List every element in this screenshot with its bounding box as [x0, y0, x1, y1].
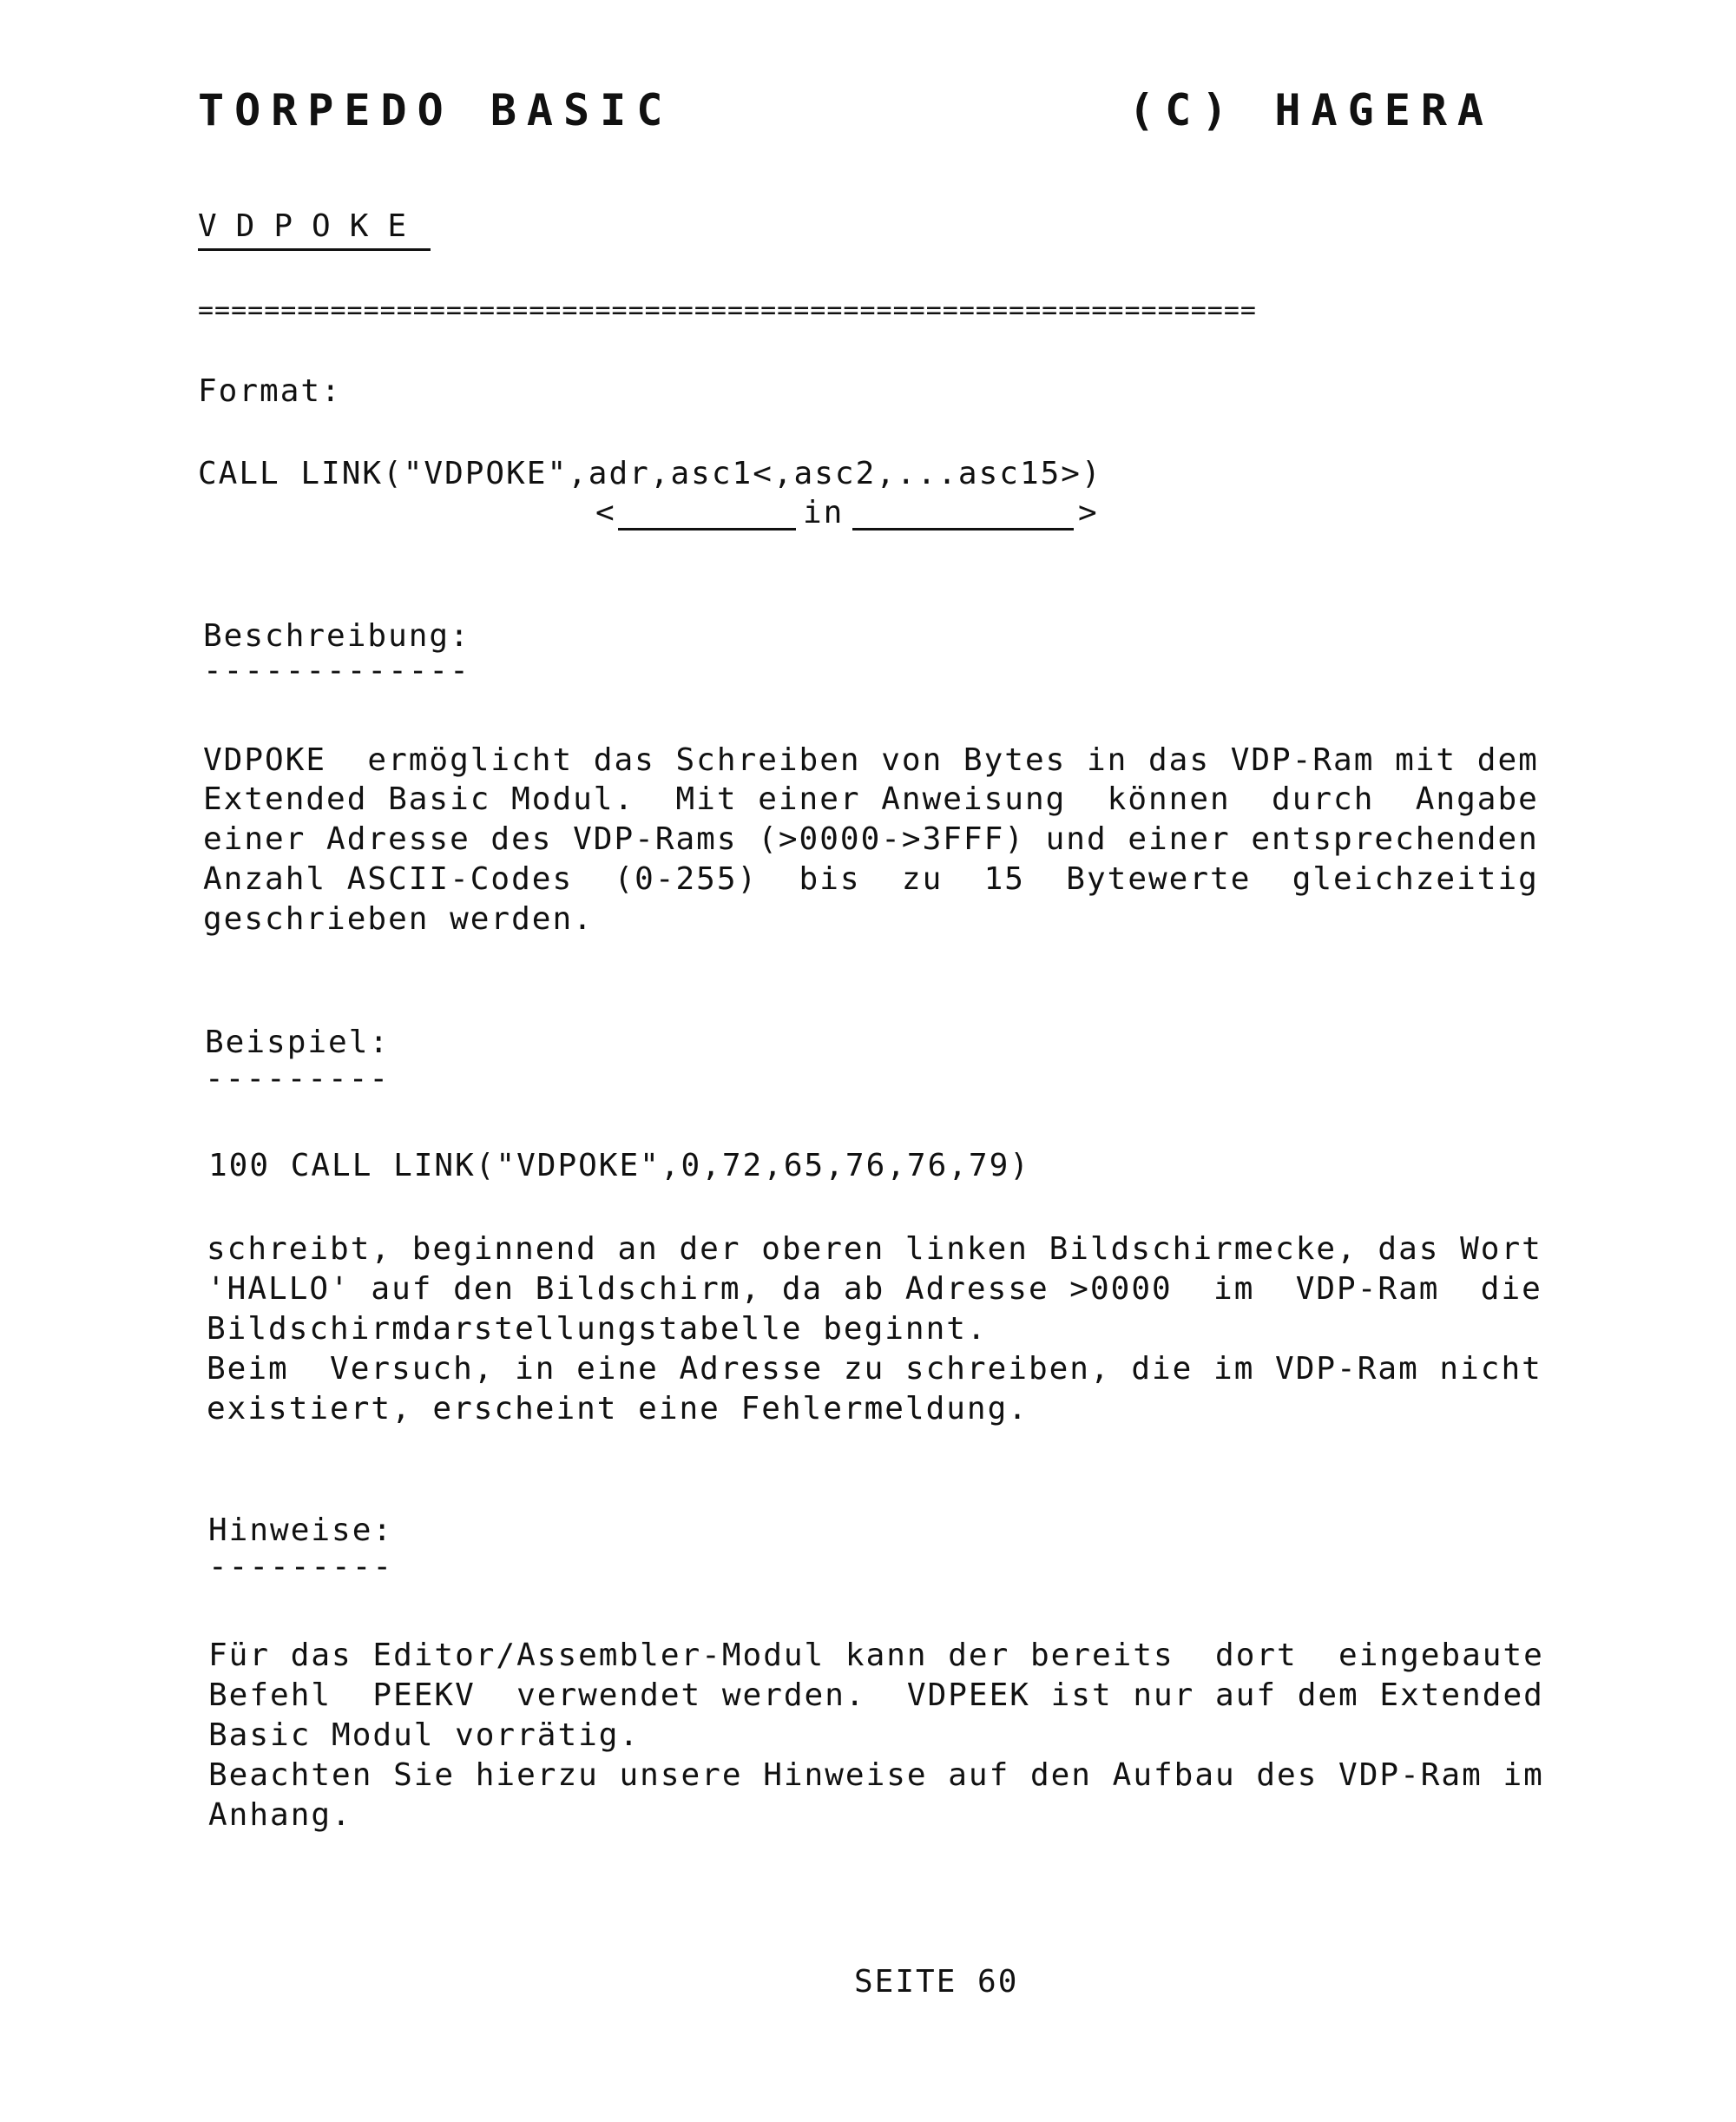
page-number: SEITE 60: [854, 1964, 1019, 2000]
hinweise-line: Befehl PEEKV verwendet werden. VDPEEK ist nur auf dem Extended: [208, 1677, 1544, 1713]
format-repeat-close: >: [1078, 495, 1099, 530]
beschreibung-heading: Beschreibung:: [203, 618, 470, 654]
format-repeat-word: in: [803, 495, 845, 530]
hinweise-line: Für das Editor/Assembler-Modul kann der bereits dort eingebaute: [208, 1638, 1544, 1673]
beispiel-code: 100 CALL LINK("VDPOKE",0,72,65,76,76,79): [208, 1148, 1030, 1183]
title-underline: [198, 248, 431, 251]
hinweise-line: Anhang.: [208, 1797, 352, 1833]
beschreibung-line: einer Adresse des VDP-Rams (>0000->3FFF) und einer entsprechenden: [203, 821, 1539, 857]
format-syntax: CALL LINK("VDPOKE",adr,asc1<,asc2,...asc15>): [198, 456, 1102, 491]
beschreibung-line: Anzahl ASCII-Codes (0-255) bis zu 15 Bytewerte gleichzeitig: [203, 861, 1539, 897]
hinweise-heading: Hinweise:: [208, 1512, 394, 1548]
beispiel-line: Beim Versuch, in eine Adresse zu schreiben, die im VDP-Ram nicht: [207, 1351, 1542, 1387]
beispiel-line: 'HALLO' auf den Bildschirm, da ab Adresse >0000 im VDP-Ram die: [207, 1271, 1542, 1307]
format-repeat-line-right: [852, 528, 1074, 530]
format-repeat-open: <: [595, 495, 616, 530]
beschreibung-line: VDPOKE ermöglicht das Schreiben von Bytes in das VDP-Ram mit dem: [203, 742, 1539, 778]
beispiel-line: existiert, erscheint eine Fehlermeldung.: [207, 1391, 1029, 1427]
beispiel-underline: ---------: [205, 1061, 391, 1097]
hinweise-underline: ---------: [208, 1549, 394, 1585]
header-left-title: TORPEDO BASIC: [198, 85, 674, 135]
format-heading: Format:: [198, 373, 342, 409]
format-repeat-line-left: [618, 528, 796, 530]
beschreibung-line: Extended Basic Modul. Mit einer Anweisung können durch Angabe: [203, 781, 1539, 817]
beispiel-line: schreibt, beginnend an der oberen linken Bildschirmecke, das Wort: [207, 1231, 1542, 1267]
hinweise-line: Basic Modul vorrätig.: [208, 1717, 641, 1753]
header-right-copyright: (C) HAGERA: [1128, 85, 1495, 135]
beispiel-line: Bildschirmdarstellungstabelle beginnt.: [207, 1311, 988, 1347]
hinweise-line: Beachten Sie hierzu unsere Hinweise auf den Aufbau des VDP-Ram im: [208, 1757, 1544, 1793]
beschreibung-line: geschrieben werden.: [203, 901, 594, 937]
beschreibung-underline: -------------: [203, 653, 470, 689]
beispiel-heading: Beispiel:: [205, 1025, 391, 1060]
separator-line: ================================================================: [198, 295, 1257, 326]
page-title: VDPOKE: [198, 208, 426, 244]
